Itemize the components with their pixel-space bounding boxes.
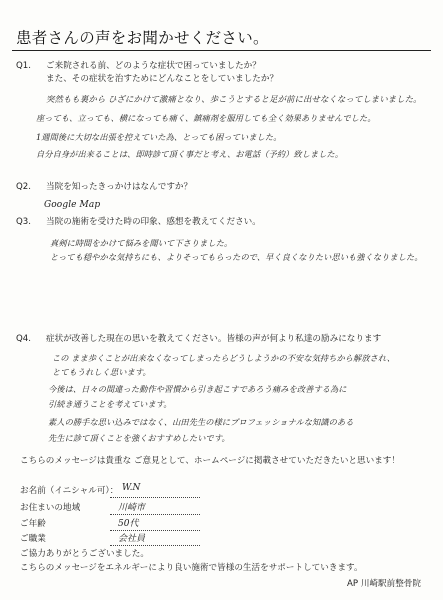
thanks-note: ご協力ありがとうございました。: [20, 549, 149, 559]
q4-answer-line-5: 素人の勝手な思い込みではなく、山田先生の様にプロフェッショナルな知識のある: [48, 417, 354, 427]
page-title: 患者さんの声をお聞かせください。: [16, 29, 269, 47]
q4-number: Q4.: [16, 334, 31, 344]
q1-question-line-2: また、その症状を治すためにどんなことをしていましたか？: [46, 74, 279, 84]
area-label: お住まいの地域: [20, 503, 81, 513]
job-value: 会社員: [118, 534, 146, 544]
q1-number: Q1.: [16, 61, 31, 71]
q4-answer-line-4: 引続き通うことを考えています。: [48, 399, 172, 409]
clinic-name: AP 川崎駅前整骨院: [347, 579, 421, 589]
q1-answer-line-3: 1週間後に大切な出張を控えていた為、とっても困っていました。: [36, 132, 282, 142]
q4-answer-line-1: この まま歩くことが出来なくなってしまったらどうしようかの不安な気持ちから解放され、: [52, 353, 395, 363]
q1-answer-line-2: 座っても、立っても、横になっても痛く、鎮痛剤を服用しても全く効果ありませんでした。: [36, 113, 376, 123]
closing-note: こちらのメッセージをエネルギーにより良い施術で皆様の生活をサポートしていきます。: [20, 563, 363, 573]
q1-question-line-1: ご来院される前、どのような症状で困っていましたか？: [46, 61, 261, 71]
q1-answer-line-1: 突然もも裏から ひざにかけて激痛となり、歩こうとすると足が前に出せなくなってしまいました。: [46, 94, 422, 104]
q4-question: 症状が改善した現在の思いを教えてください。皆様の声が何より私達の励みになります: [46, 334, 382, 344]
q4-answer-line-3: 今後は、日々の間違った動作や習慣から引き起こすであろう痛みを改善する為に: [48, 384, 347, 394]
consent-note: こちらのメッセージは貴重な ご意見として、ホームページに掲載させていただきたいと思います！: [20, 456, 400, 466]
q3-answer-line-1: 真剣に時間をかけて悩みを聞いて下さりました。: [50, 238, 233, 248]
title-underline: [12, 50, 431, 51]
area-underline: [110, 514, 200, 515]
q3-number: Q3.: [16, 217, 31, 227]
q1-answer-line-4: 自分自身が出来ることは、即時診て頂く事だと考え、お電話（予約）致しました。: [36, 149, 344, 159]
age-label: ご年齢: [20, 519, 46, 529]
q2-number: Q2.: [16, 182, 31, 192]
name-underline: [110, 497, 200, 498]
area-value: 川崎市: [118, 503, 146, 513]
q4-answer-line-2: とてもうれしく思います。: [52, 367, 151, 377]
q2-question: 当院を知ったきっかけはなんですか？: [46, 182, 193, 192]
age-value: 50代: [118, 519, 139, 529]
q3-question: 当院の施術を受けた時の印象、感想を教えてください。: [46, 217, 261, 227]
job-underline: [110, 545, 200, 546]
job-label: ご職業: [20, 534, 46, 544]
q3-answer-line-2: とっても穏やかな気持ちにも、よりそってもらったので、早く良くなりたい思いも強くなりました。: [50, 252, 423, 262]
q2-answer: Google Map: [44, 200, 101, 210]
q4-answer-line-6: 先生に診て頂くことを強くおすすめしたいです。: [48, 433, 230, 443]
name-value: W.N: [122, 483, 141, 493]
name-label: お名前（イニシャル可）：: [20, 486, 119, 496]
